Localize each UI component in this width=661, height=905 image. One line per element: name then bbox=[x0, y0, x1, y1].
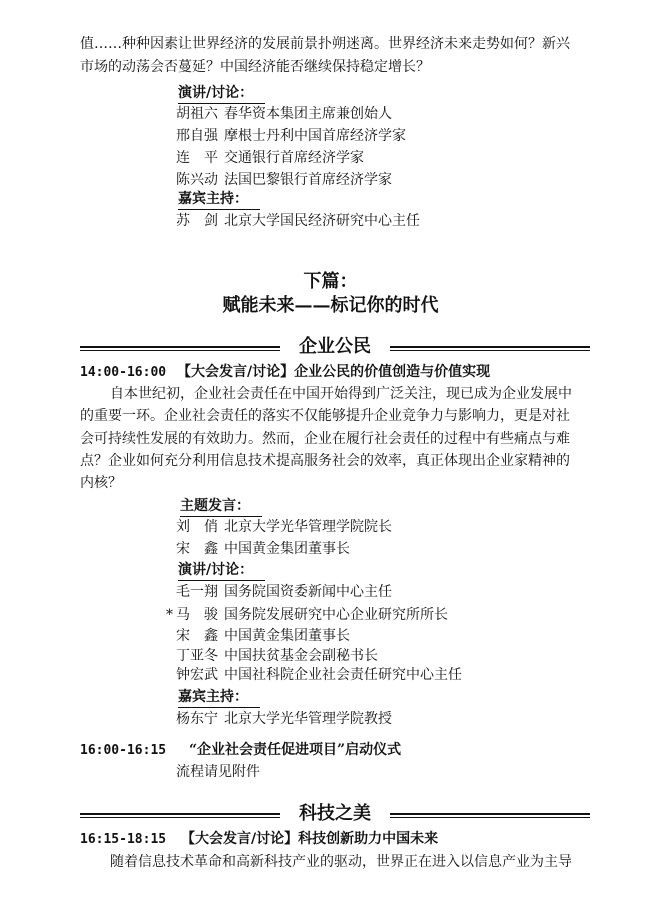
launch-title: “企业社会责任促进项目”启动仪式 bbox=[188, 742, 402, 758]
keynote-row: 刘 俏 北京大学光华管理学院院长 bbox=[176, 519, 392, 535]
speaker-row: 连 平 交通银行首席经济学家 bbox=[176, 150, 364, 166]
speaker-row: 毛一翔 国务院国资委新闻中心主任 bbox=[176, 584, 392, 600]
paragraph-line: 点？企业如何充分利用信息技术提高服务社会的效率，真正体现出企业家精神的 bbox=[80, 453, 570, 469]
speaker-row: 胡祖六 春华资本集团主席兼创始人 bbox=[176, 106, 392, 122]
divider bbox=[80, 817, 280, 818]
session-time: 14:00-16:00 bbox=[80, 365, 167, 380]
speech-label: 演讲/讨论： bbox=[178, 83, 265, 104]
section-title: 企业公民 bbox=[299, 336, 371, 357]
launch-note: 流程请见附件 bbox=[176, 764, 260, 780]
session-title: 【大会发言/讨论】科技创新助力中国未来 bbox=[180, 831, 439, 847]
keynote-label: 主题发言： bbox=[180, 496, 262, 517]
keynote-row: 宋 鑫 中国黄金集团董事长 bbox=[176, 541, 350, 557]
speech-label: 演讲/讨论： bbox=[178, 560, 265, 581]
divider bbox=[80, 350, 280, 351]
launch-header bbox=[80, 740, 401, 761]
session-time: 16:15-18:15 bbox=[80, 832, 167, 847]
section-heading bbox=[80, 803, 590, 829]
divider bbox=[390, 346, 590, 348]
paragraph-line: 随着信息技术革命和高新科技产业的驱动，世界正在进入以信息产业为主导 bbox=[110, 854, 572, 870]
paragraph-line: 的重要一环。企业社会责任的落实不仅能够提升企业竞争力与影响力，更是对社 bbox=[80, 408, 570, 424]
chapter-heading-line2: 赋能未来——标记你的时代 bbox=[222, 295, 439, 316]
section-title: 科技之美 bbox=[299, 803, 371, 824]
host-row: 苏 剑 北京大学国民经济研究中心主任 bbox=[176, 213, 420, 229]
paragraph-line: 会可持续性发展的有效助力。然而，企业在履行社会责任的过程中有些痛点与难 bbox=[80, 431, 570, 447]
paragraph-line: 值……种种因素让世界经济的发展前景扑朔迷离。世界经济未来走势如何？新兴 bbox=[80, 36, 570, 52]
paragraph-line: 自本世纪初，企业社会责任在中国开始得到广泛关注，现已成为企业发展中 bbox=[110, 386, 572, 402]
divider bbox=[80, 346, 280, 348]
launch-time: 16:00-16:15 bbox=[80, 743, 167, 758]
speaker-row: 钟宏武 中国社科院企业社会责任研究中心主任 bbox=[176, 667, 462, 683]
session-header bbox=[80, 829, 438, 850]
speaker-row: 丁亚冬 中国扶贫基金会副秘书长 bbox=[176, 648, 378, 664]
speaker-row: 马 骏 国务院发展研究中心企业研究所所长 bbox=[176, 607, 448, 623]
paragraph-line: 市场的动荡会否蔓延？中国经济能否继续保持稳定增长？ bbox=[80, 59, 430, 75]
divider bbox=[390, 813, 590, 815]
speaker-row: 邢自强 摩根士丹利中国首席经济学家 bbox=[176, 128, 406, 144]
divider bbox=[390, 817, 590, 818]
host-label: 嘉宾主持： bbox=[178, 687, 260, 708]
chapter-heading-line1: 下篇： bbox=[303, 271, 358, 292]
asterisk-mark: * bbox=[166, 607, 173, 623]
speaker-row: 陈兴动 法国巴黎银行首席经济学家 bbox=[176, 172, 392, 188]
divider bbox=[390, 350, 590, 351]
host-label: 嘉宾主持： bbox=[178, 189, 260, 210]
session-header bbox=[80, 362, 490, 383]
divider bbox=[80, 813, 280, 815]
paragraph-line: 内核？ bbox=[80, 475, 122, 491]
session-title: 【大会发言/讨论】企业公民的价值创造与价值实现 bbox=[176, 364, 491, 380]
section-heading bbox=[80, 336, 590, 362]
speaker-row: 宋 鑫 中国黄金集团董事长 bbox=[176, 628, 350, 644]
host-row: 杨东宁 北京大学光华管理学院教授 bbox=[176, 711, 392, 727]
